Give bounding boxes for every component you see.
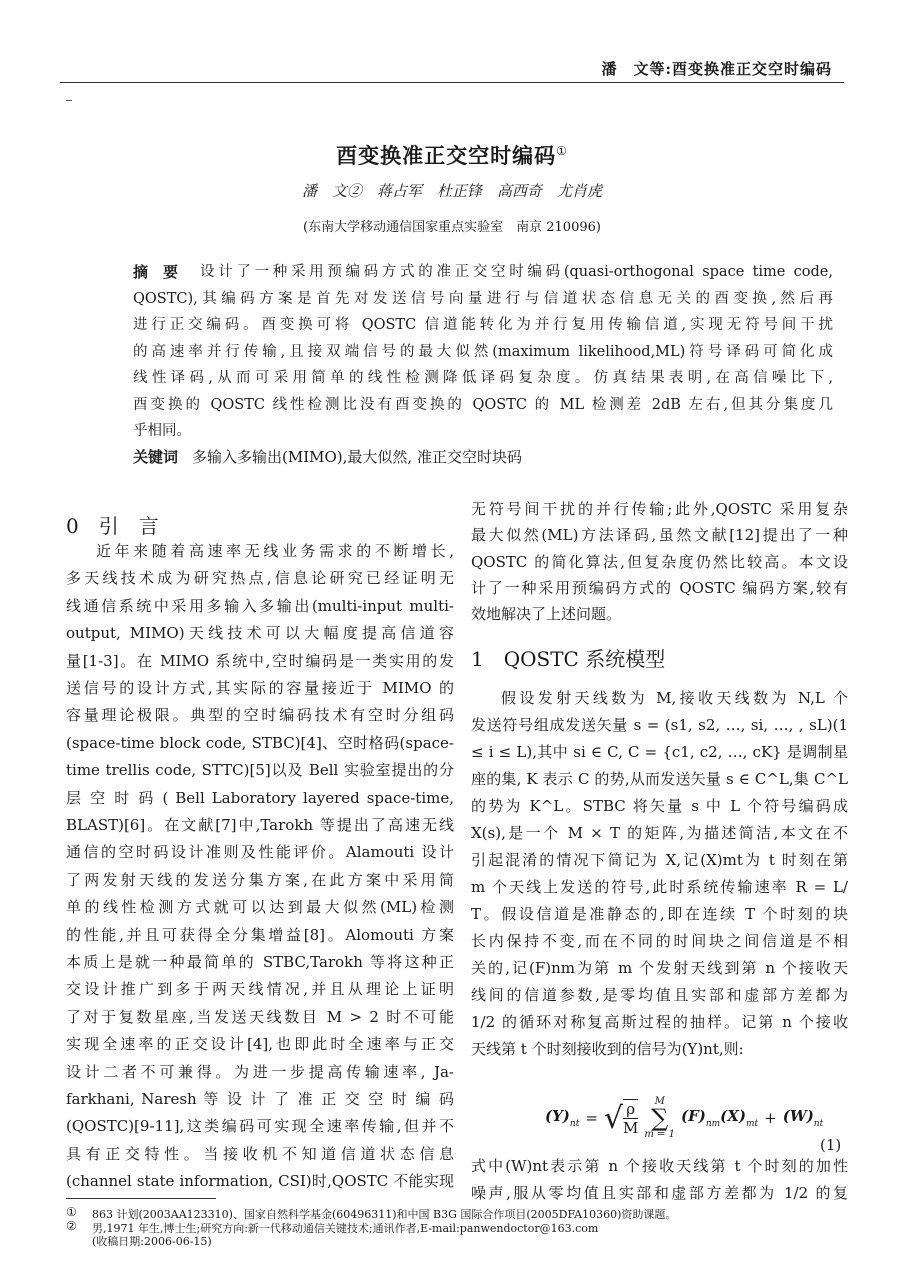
title-footnote-mark: ① [556, 144, 568, 158]
body-line: 了两发射天线的发送分集方案,在此方案中采用简 [66, 870, 454, 889]
body-line: 层 空 时 码 ( Bell Laboratory layered space-time, [66, 788, 454, 807]
body-line: 通信的空时码设计准则及性能评价。Alamouti 设计 [66, 843, 454, 862]
body-line: 座的集, K 表示 C 的势,从而发送矢量 s ∈ C^L,集 C^L [471, 770, 848, 788]
eq-den: M [623, 1119, 639, 1137]
abstract-label: 摘 要 [133, 263, 179, 281]
body-line: 的势为 K^L。STBC 将矢量 s 中 L 个符号编码成 [471, 797, 848, 815]
eq-sum: M ∑ m = 1 [644, 1096, 675, 1140]
body-line: 关的,记(F)nm为第 m 个发射天线到第 n 个接收天 [471, 959, 848, 977]
footnote-mark: ② [66, 1218, 77, 1233]
margin-mark [66, 100, 72, 101]
eq-f-sub: nm [705, 1119, 721, 1129]
footnote-rule [66, 1198, 216, 1199]
eq-equals: = [585, 1109, 598, 1127]
header-rule [60, 82, 844, 83]
body-line: 交设计推广到多于两天线情况,并且从理论上证明 [66, 980, 454, 999]
body-line: 噪声,服从零均值且实部和虚部方差都为 1/2 的复 [471, 1184, 848, 1202]
body-line: 本质上是就一种最简单的 STBC,Tarokh 等将这种正 [66, 953, 454, 971]
running-header: 潘 文等:酉变换准正交空时编码 [601, 60, 832, 78]
body-line: farkhani, Naresh 等 设 计 了 准 正 交 空 时 编 码 [66, 1090, 454, 1108]
eq-num: ρ [623, 1100, 638, 1119]
body-line: X(s),是一个 M × T 的矩阵,为描述简洁,本文在不 [471, 824, 848, 842]
section-heading-intro: 0 引 言 [66, 514, 159, 538]
section-heading-system-model: 1 QOSTC 系统模型 [471, 647, 666, 671]
body-line: m 个天线上发送的符号,此时系统传输速率 R = L/ [471, 878, 848, 896]
eq-f: (F) [680, 1107, 706, 1125]
body-line: BLAST)[6]。在文献[7]中,Tarokh 等提出了高速无线 [66, 816, 454, 834]
eq-lhs-sub: nt [569, 1119, 580, 1129]
eq-w-sub: nt [813, 1119, 824, 1129]
body-line: (space-time block code, STBC)[4]、空时格码(space- [66, 733, 454, 752]
eq-w: (W) [782, 1107, 814, 1125]
eq-plus: + [764, 1109, 777, 1127]
eq-sum-bottom: m = 1 [644, 1129, 675, 1140]
affiliation: (东南大学移动通信国家重点实验室 南京 210096) [303, 220, 601, 235]
body-line: 线通信系统中采用多输入多输出(multi-input multi- [66, 596, 454, 615]
eq-lhs: (Y) [545, 1107, 570, 1125]
body-line: 引起混淆的情况下简记为 X,记(X)mt为 t 时刻在第 [471, 851, 848, 869]
author-list: 潘 文② 蒋占军 杜正锋 高西奇 尤肖虎 [301, 182, 602, 200]
eq-sqrt: √ $\frac{\rho}{M}$ [603, 1100, 639, 1137]
keywords-label: 关键词 [133, 448, 179, 466]
abstract-line: QOSTC),其编码方案是首先对发送信号向量进行与信道状态信息无关的酉变换,然后再 [133, 290, 833, 307]
body-line: ≤ i ≤ L),其中 si ∈ C, C = {c1, c2, …, cK} 是调制星 [471, 743, 848, 761]
footnote-text: 863 计划(2003AA123310)、国家自然科学基金(60496311)和中国 B3G 国际合作项目(2005DFA10360)资助课题。 [92, 1208, 677, 1221]
body-line: 天线第 t 个时刻接收到的信号为(Y)nt,则: [471, 1040, 744, 1058]
body-line: output, MIMO)天线技术可以大幅度提高信道容 [66, 624, 454, 643]
body-line: 量[1-3]。在 MIMO 系统中,空时编码是一类实用的发 [66, 651, 454, 670]
paper-title [0, 140, 904, 170]
body-line: T。假设信道是准静态的,即在连续 T 个时刻的块 [471, 905, 848, 923]
eq-x: (X) [720, 1107, 747, 1125]
footnote-text: 男,1971 年生,博士生;研究方向:新一代移动通信关键技术;通讯作者,E-mail:panwendoctor@163.com [92, 1221, 599, 1235]
body-line: 长内保持不变,而在不同的时间块之间信道是不相 [471, 932, 848, 950]
body-line: (channel state information, CSI)时,QOSTC 不能实现 [66, 1172, 454, 1191]
body-line: time trellis code, STTC)[5]以及 Bell 实验室提出的分 [66, 761, 454, 780]
body-line: 计了一种采用预编码方式的 QOSTC 编码方案,较有 [471, 578, 848, 597]
body-line: 的性能,并且可获得全分集增益[8]。Alomouti 方案 [66, 925, 454, 944]
equation-number: (1) [820, 1136, 842, 1154]
body-line: 线间的信道参数,是零均值且实部和虚部方差都为 [471, 986, 848, 1004]
body-line: 发送符号组成发送矢量 s = (s1, s2, …, si, …, , sL)(1 [471, 716, 848, 734]
eq-sum-top: M [654, 1096, 665, 1107]
body-line: 实现全速率的正交设计[4],也即此时全速率与正交 [66, 1035, 454, 1054]
body-line: QOSTC 的简化算法,但复杂度仍然比较高。本文设 [471, 552, 848, 571]
abstract-line: 乎相同。 [133, 423, 191, 439]
body-line: 了对于复数星座,当发送天线数目 M > 2 时不可能 [66, 1007, 454, 1026]
body-line: 具有正交特性。当接收机不知道信道状态信息 [66, 1144, 454, 1163]
body-line: 多天线技术成为研究热点,信息论研究已经证明无 [66, 569, 454, 588]
abstract-line: 进行正交编码。酉变换可将 QOSTC 信道能转化为并行复用传输信道,实现无符号间干扰 [133, 317, 833, 333]
body-line: 效地解决了上述问题。 [471, 605, 622, 624]
body-line: 容量理论极限。典型的空时编码技术有空时分组码 [66, 706, 454, 725]
body-line: 假设发射天线数为 M,接收天线数为 N,L 个 [501, 689, 848, 707]
body-line: 无符号间干扰的并行传输;此外,QOSTC 采用复杂 [471, 500, 848, 518]
abstract-line: 酉变换的 QOSTC 线性检测比没有酉变换的 QOSTC 的 ML 检测差 2dB 左右,但其分集度几 [133, 396, 833, 413]
body-line: 近年来随着高速率无线业务需求的不断增长, [96, 542, 454, 560]
body-line: 式中(W)nt表示第 n 个接收天线第 t 个时刻的加性 [471, 1157, 848, 1175]
body-line: 设计二者不可兼得。为进一步提高传输速率, Ja- [66, 1062, 454, 1081]
eq-x-sub: mt [746, 1119, 759, 1129]
keywords-text: 多输入多输出(MIMO),最大似然, 准正交空时块码 [192, 448, 522, 466]
footnote-mark: ① [66, 1205, 77, 1219]
body-line: 1/2 的循环对称复高斯过程的抽样。记第 n 个接收 [471, 1013, 848, 1031]
body-line: 送信号的设计方式,其实际的容量接近于 MIMO 的 [66, 679, 454, 697]
keywords [133, 446, 522, 467]
abstract-line: 设计了一种采用预编码方式的准正交空时编码(quasi-orthogonal space time code, [200, 264, 833, 280]
body-line: 最大似然(ML)方法译码,虽然文献[12]提出了一种 [471, 526, 848, 545]
abstract-line: 的高速率并行传输,且接双端信号的最大似然(maximum likelihood,ML)符号译码可简化成 [133, 343, 833, 360]
body-line: 单的线性检测方式就可以达到最大似然(ML)检测 [66, 898, 454, 917]
abstract-line: 线性译码,从而可采用简单的线性检测降低译码复杂度。仿真结果表明,在高信噪比下, [133, 370, 833, 386]
equation-1 [545, 1096, 823, 1140]
footnote-text: (收稿日期:2006-06-15) [92, 1235, 212, 1248]
body-line: (QOSTC)[9-11],这类编码可实现全速率传输,但并不 [66, 1117, 454, 1136]
title-text: 酉变换准正交空时编码 [336, 143, 557, 168]
